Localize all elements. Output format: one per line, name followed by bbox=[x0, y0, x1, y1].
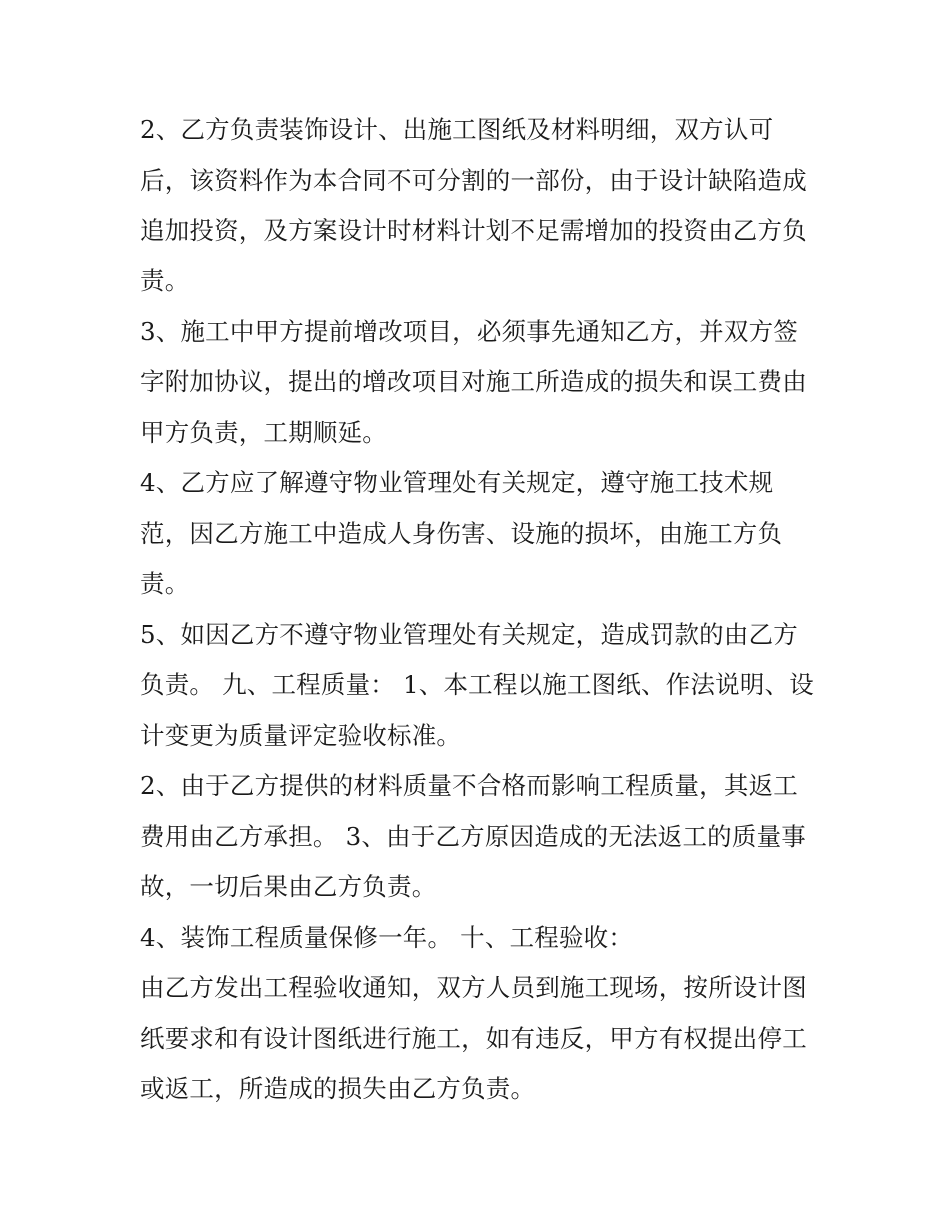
text-line: 责。 bbox=[140, 569, 190, 598]
text-line: 由乙方发出工程验收通知，双方人员到施工现场，按所设计图 bbox=[140, 973, 807, 1002]
text-line: 责。 bbox=[140, 266, 190, 295]
text-line: 计变更为质量评定验收标准。 bbox=[140, 721, 462, 750]
text-line: 4、装饰工程质量保修一年。 十、工程验收： bbox=[140, 923, 634, 952]
text-line: 纸要求和有设计图纸进行施工，如有违反，甲方有权提出停工 bbox=[140, 1024, 807, 1053]
text-line: 追加投资，及方案设计时材料计划不足需增加的投资由乙方负 bbox=[140, 216, 807, 245]
text-line: 3、施工中甲方提前增改项目，必须事先通知乙方，并双方签 bbox=[140, 317, 798, 346]
text-line: 甲方负责，工期顺延。 bbox=[140, 418, 387, 447]
text-line: 后，该资料作为本合同不可分割的一部份，由于设计缺陷造成 bbox=[140, 166, 807, 195]
text-line: 或返工，所造成的损失由乙方负责。 bbox=[140, 1074, 536, 1103]
text-line: 费用由乙方承担。 3、由于乙方原因造成的无法返工的质量事 bbox=[140, 822, 806, 851]
text-line: 字附加协议，提出的增改项目对施工所造成的损失和误工费由 bbox=[140, 367, 807, 396]
text-line: 负责。 九、工程质量： 1、本工程以施工图纸、作法说明、设 bbox=[140, 670, 814, 699]
text-line: 2、由于乙方提供的材料质量不合格而影响工程质量，其返工 bbox=[140, 771, 798, 800]
text-line: 5、如因乙方不遵守物业管理处有关规定，造成罚款的由乙方 bbox=[140, 620, 798, 649]
text-line: 范，因乙方施工中造成人身伤害、设施的损坏，由施工方负 bbox=[140, 519, 783, 548]
text-line: 2、乙方负责装饰设计、出施工图纸及材料明细，双方认可 bbox=[140, 115, 774, 144]
text-line: 故，一切后果由乙方负责。 bbox=[140, 872, 437, 901]
text-line: 4、乙方应了解遵守物业管理处有关规定，遵守施工技术规 bbox=[140, 468, 774, 497]
